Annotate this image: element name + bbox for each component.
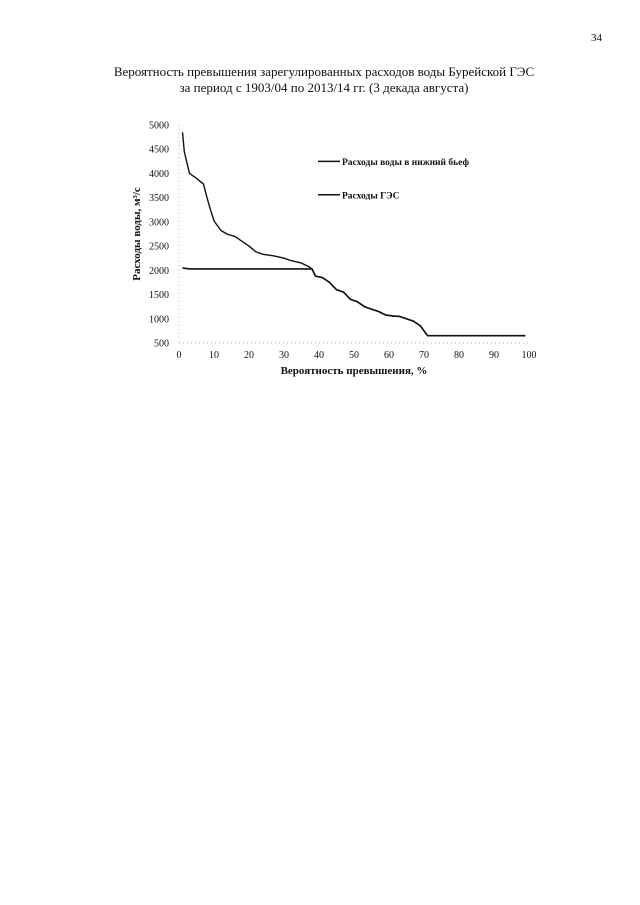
y-tick-label: 2000: [149, 265, 169, 277]
x-tick-label: 20: [244, 350, 254, 361]
x-tick-label: 90: [489, 350, 499, 361]
x-tick-label: 70: [419, 350, 429, 361]
y-tick-label: 500: [154, 338, 169, 350]
y-axis-title: Расходы воды, м³/с: [131, 187, 143, 281]
y-tick-label: 4500: [149, 144, 169, 156]
x-tick-label: 10: [209, 350, 219, 361]
legend-label: Расходы воды в нижний бьеф: [342, 157, 470, 168]
y-tick-label: 5000: [149, 120, 169, 132]
y-tick-label: 1500: [149, 290, 169, 302]
legend-label: Расходы ГЭС: [342, 191, 400, 202]
exceedance-probability-chart: [120, 112, 550, 392]
x-tick-label: 80: [454, 350, 464, 361]
x-tick-label: 40: [314, 350, 324, 361]
chart-title: [80, 64, 568, 96]
y-tick-label: 2500: [149, 241, 169, 253]
x-tick-label: 100: [521, 350, 537, 361]
y-tick-label: 4000: [149, 168, 169, 180]
y-tick-label: 3000: [149, 217, 169, 229]
y-tick-label: 3500: [149, 193, 169, 205]
x-tick-label: 0: [176, 350, 182, 361]
x-tick-label: 50: [349, 350, 359, 361]
y-tick-label: 1000: [149, 314, 169, 326]
chart-subtitle: за период с 1903/04 по 2013/14 гг. (3 декада августа): [179, 80, 469, 95]
series-line-hpp: [183, 268, 526, 336]
page-number: 34: [591, 32, 602, 44]
x-axis-title: Вероятность превышения, %: [280, 365, 428, 377]
x-tick-label: 30: [279, 350, 289, 361]
chart-title-line-1: Вероятность превышения зарегулированных расходов воды Бурейской ГЭС: [113, 64, 535, 79]
x-tick-label: 60: [384, 350, 394, 361]
